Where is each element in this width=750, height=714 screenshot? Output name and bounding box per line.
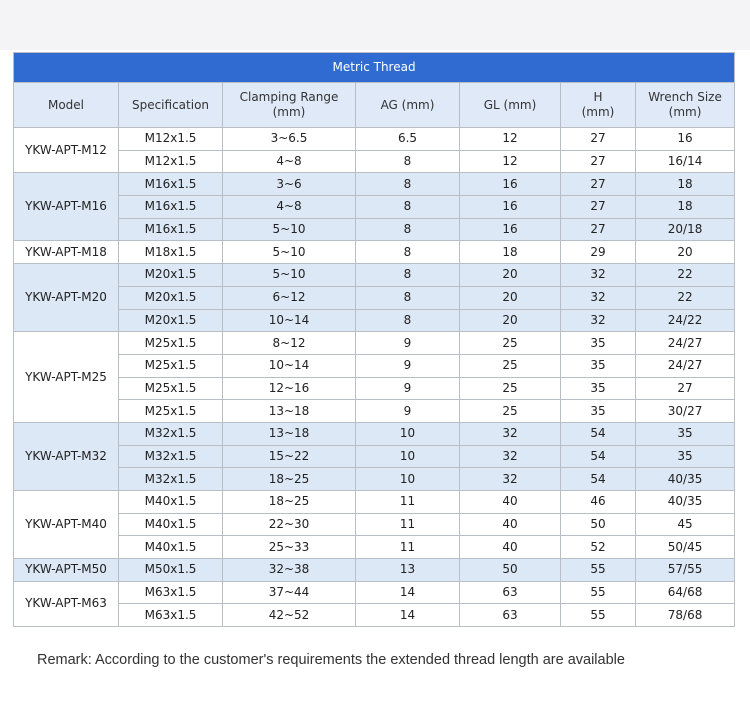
table-row	[14, 173, 735, 196]
cell-clamping-range: 32~38	[223, 559, 356, 582]
table-row	[14, 264, 735, 287]
cell-gl: 18	[460, 241, 561, 264]
cell-ag: 8	[356, 309, 460, 332]
cell-specification: M40x1.5	[119, 536, 223, 559]
cell-clamping-range: 10~14	[223, 354, 356, 377]
cell-ag: 10	[356, 468, 460, 491]
cell-clamping-range: 12~16	[223, 377, 356, 400]
cell-wrench-size: 22	[636, 286, 735, 309]
cell-model: YKW-APT-M50	[14, 559, 119, 582]
table-row	[14, 196, 735, 219]
cell-ag: 8	[356, 241, 460, 264]
cell-h: 50	[561, 513, 636, 536]
cell-ag: 8	[356, 173, 460, 196]
cell-gl: 32	[460, 422, 561, 445]
cell-h: 46	[561, 491, 636, 514]
metric-thread-spec-table	[13, 52, 735, 627]
cell-wrench-size: 40/35	[636, 491, 735, 514]
cell-specification: M20x1.5	[119, 309, 223, 332]
header-specification-line: Specification	[131, 97, 210, 112]
cell-h: 27	[561, 173, 636, 196]
cell-model: YKW-APT-M12	[14, 128, 119, 173]
table-title: Metric Thread	[14, 53, 735, 83]
cell-specification: M32x1.5	[119, 422, 223, 445]
cell-gl: 25	[460, 332, 561, 355]
cell-gl: 25	[460, 354, 561, 377]
cell-h: 29	[561, 241, 636, 264]
cell-wrench-size: 18	[636, 173, 735, 196]
cell-clamping-range: 15~22	[223, 445, 356, 468]
cell-h: 27	[561, 150, 636, 173]
cell-model: YKW-APT-M63	[14, 581, 119, 626]
cell-wrench-size: 78/68	[636, 604, 735, 627]
cell-gl: 20	[460, 309, 561, 332]
cell-specification: M25x1.5	[119, 332, 223, 355]
cell-ag: 8	[356, 286, 460, 309]
cell-clamping-range: 37~44	[223, 581, 356, 604]
cell-wrench-size: 20/18	[636, 218, 735, 241]
cell-gl: 25	[460, 377, 561, 400]
table-row	[14, 445, 735, 468]
cell-ag: 9	[356, 332, 460, 355]
cell-h: 55	[561, 559, 636, 582]
cell-model: YKW-APT-M18	[14, 241, 119, 264]
cell-ag: 9	[356, 400, 460, 423]
header-ag-line: AG (mm)	[380, 97, 435, 112]
cell-gl: 20	[460, 286, 561, 309]
header-wrench-size-line: Wrench Size	[648, 90, 722, 104]
table-row	[14, 128, 735, 151]
table-row	[14, 354, 735, 377]
cell-ag: 14	[356, 581, 460, 604]
table-row	[14, 468, 735, 491]
cell-wrench-size: 27	[636, 377, 735, 400]
table-row	[14, 513, 735, 536]
cell-h: 52	[561, 536, 636, 559]
cell-specification: M20x1.5	[119, 286, 223, 309]
cell-wrench-size: 20	[636, 241, 735, 264]
cell-wrench-size: 50/45	[636, 536, 735, 559]
cell-h: 35	[561, 377, 636, 400]
cell-h: 54	[561, 445, 636, 468]
cell-ag: 9	[356, 354, 460, 377]
header-clamping-range-line: Clamping Range	[239, 90, 339, 104]
cell-clamping-range: 13~18	[223, 422, 356, 445]
table-row	[14, 604, 735, 627]
table-row	[14, 218, 735, 241]
cell-clamping-range: 5~10	[223, 264, 356, 287]
cell-gl: 40	[460, 536, 561, 559]
cell-clamping-range: 5~10	[223, 218, 356, 241]
header-h	[561, 83, 636, 128]
cell-gl: 63	[460, 581, 561, 604]
cell-wrench-size: 18	[636, 196, 735, 219]
cell-specification: M18x1.5	[119, 241, 223, 264]
table-header-row	[14, 83, 735, 128]
cell-clamping-range: 22~30	[223, 513, 356, 536]
table-row	[14, 309, 735, 332]
table-row	[14, 332, 735, 355]
cell-gl: 50	[460, 559, 561, 582]
table-row	[14, 422, 735, 445]
cell-h: 35	[561, 332, 636, 355]
cell-h: 35	[561, 354, 636, 377]
cell-specification: M20x1.5	[119, 264, 223, 287]
table-row	[14, 581, 735, 604]
cell-wrench-size: 24/27	[636, 332, 735, 355]
cell-gl: 16	[460, 173, 561, 196]
cell-ag: 9	[356, 377, 460, 400]
cell-model: YKW-APT-M16	[14, 173, 119, 241]
cell-specification: M63x1.5	[119, 604, 223, 627]
cell-clamping-range: 25~33	[223, 536, 356, 559]
header-model	[14, 83, 119, 128]
header-model-line: Model	[47, 97, 85, 112]
cell-wrench-size: 16/14	[636, 150, 735, 173]
cell-model: YKW-APT-M25	[14, 332, 119, 423]
cell-h: 54	[561, 468, 636, 491]
cell-ag: 8	[356, 196, 460, 219]
header-wrench-size-line: (mm)	[668, 105, 702, 119]
header-gl-line: GL (mm)	[483, 97, 537, 112]
cell-specification: M16x1.5	[119, 196, 223, 219]
cell-h: 27	[561, 218, 636, 241]
cell-specification: M25x1.5	[119, 354, 223, 377]
table-row	[14, 491, 735, 514]
cell-gl: 16	[460, 196, 561, 219]
cell-wrench-size: 22	[636, 264, 735, 287]
cell-wrench-size: 45	[636, 513, 735, 536]
cell-gl: 25	[460, 400, 561, 423]
header-wrench-size	[636, 83, 735, 128]
cell-specification: M32x1.5	[119, 445, 223, 468]
cell-ag: 8	[356, 218, 460, 241]
cell-ag: 14	[356, 604, 460, 627]
cell-specification: M16x1.5	[119, 173, 223, 196]
cell-ag: 8	[356, 264, 460, 287]
cell-ag: 8	[356, 150, 460, 173]
cell-gl: 20	[460, 264, 561, 287]
cell-model: YKW-APT-M20	[14, 264, 119, 332]
table-body	[14, 128, 735, 627]
cell-specification: M50x1.5	[119, 559, 223, 582]
header-ag	[356, 83, 460, 128]
header-gl	[460, 83, 561, 128]
header-h-line: H	[593, 90, 603, 104]
table-row	[14, 559, 735, 582]
cell-clamping-range: 4~8	[223, 196, 356, 219]
cell-clamping-range: 6~12	[223, 286, 356, 309]
header-clamping-range	[223, 83, 356, 128]
cell-wrench-size: 35	[636, 422, 735, 445]
cell-clamping-range: 18~25	[223, 468, 356, 491]
cell-h: 27	[561, 196, 636, 219]
table-row	[14, 241, 735, 264]
table-row	[14, 286, 735, 309]
cell-clamping-range: 8~12	[223, 332, 356, 355]
cell-wrench-size: 24/22	[636, 309, 735, 332]
table-title-row	[14, 53, 735, 83]
header-specification	[119, 83, 223, 128]
cell-h: 32	[561, 264, 636, 287]
cell-gl: 40	[460, 513, 561, 536]
cell-ag: 11	[356, 491, 460, 514]
cell-gl: 32	[460, 445, 561, 468]
cell-ag: 13	[356, 559, 460, 582]
table-row	[14, 150, 735, 173]
cell-specification: M12x1.5	[119, 150, 223, 173]
header-clamping-range-line: (mm)	[272, 105, 306, 119]
cell-specification: M40x1.5	[119, 513, 223, 536]
cell-gl: 63	[460, 604, 561, 627]
cell-h: 55	[561, 581, 636, 604]
cell-specification: M40x1.5	[119, 491, 223, 514]
cell-gl: 40	[460, 491, 561, 514]
cell-gl: 32	[460, 468, 561, 491]
cell-model: YKW-APT-M40	[14, 491, 119, 559]
cell-gl: 12	[460, 128, 561, 151]
cell-clamping-range: 3~6.5	[223, 128, 356, 151]
cell-h: 32	[561, 286, 636, 309]
cell-wrench-size: 40/35	[636, 468, 735, 491]
cell-clamping-range: 10~14	[223, 309, 356, 332]
cell-h: 54	[561, 422, 636, 445]
cell-ag: 6.5	[356, 128, 460, 151]
table-row	[14, 536, 735, 559]
cell-wrench-size: 35	[636, 445, 735, 468]
cell-h: 35	[561, 400, 636, 423]
table-row	[14, 377, 735, 400]
cell-wrench-size: 57/55	[636, 559, 735, 582]
cell-ag: 10	[356, 422, 460, 445]
cell-clamping-range: 42~52	[223, 604, 356, 627]
table-row	[14, 400, 735, 423]
cell-h: 27	[561, 128, 636, 151]
cell-clamping-range: 5~10	[223, 241, 356, 264]
cell-wrench-size: 16	[636, 128, 735, 151]
cell-wrench-size: 24/27	[636, 354, 735, 377]
cell-wrench-size: 64/68	[636, 581, 735, 604]
cell-clamping-range: 18~25	[223, 491, 356, 514]
cell-clamping-range: 3~6	[223, 173, 356, 196]
cell-specification: M25x1.5	[119, 400, 223, 423]
cell-h: 55	[561, 604, 636, 627]
cell-gl: 16	[460, 218, 561, 241]
top-banner-area	[0, 0, 750, 50]
cell-ag: 10	[356, 445, 460, 468]
cell-specification: M12x1.5	[119, 128, 223, 151]
cell-wrench-size: 30/27	[636, 400, 735, 423]
cell-specification: M32x1.5	[119, 468, 223, 491]
cell-h: 32	[561, 309, 636, 332]
cell-clamping-range: 4~8	[223, 150, 356, 173]
remark-text: Remark: According to the customer's requirements the extended thread length are available	[37, 652, 625, 668]
cell-ag: 11	[356, 536, 460, 559]
cell-gl: 12	[460, 150, 561, 173]
cell-specification: M16x1.5	[119, 218, 223, 241]
cell-clamping-range: 13~18	[223, 400, 356, 423]
cell-specification: M63x1.5	[119, 581, 223, 604]
cell-model: YKW-APT-M32	[14, 422, 119, 490]
cell-ag: 11	[356, 513, 460, 536]
cell-specification: M25x1.5	[119, 377, 223, 400]
header-h-line: (mm)	[581, 105, 615, 119]
